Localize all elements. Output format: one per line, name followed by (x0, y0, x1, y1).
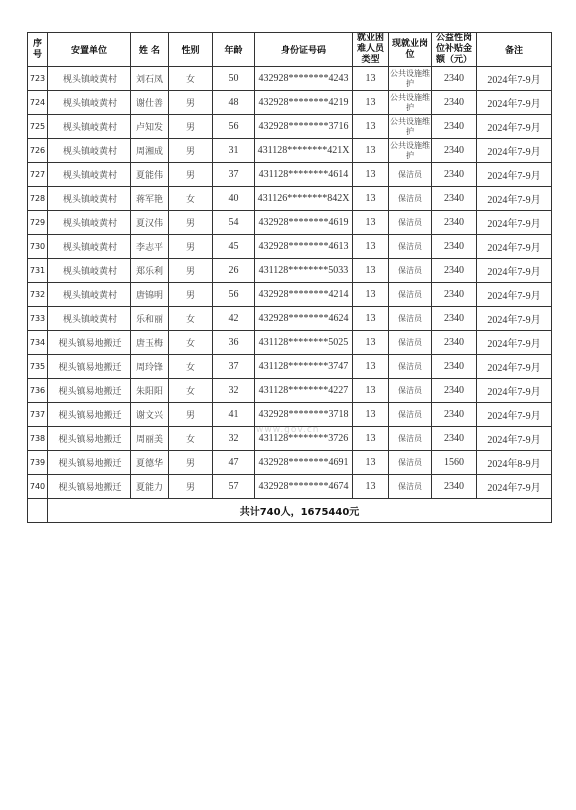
cell-post: 保洁员 (389, 475, 432, 499)
cell-seq: 730 (28, 235, 48, 259)
table-row (28, 115, 552, 139)
cell-post: 保洁员 (389, 331, 432, 355)
cell-subsidy: 2340 (432, 115, 477, 139)
cell-seq: 723 (28, 67, 48, 91)
watermark: www.gov.cn (256, 425, 320, 435)
cell-post: 公共设施维护 (389, 139, 432, 163)
cell-unit: 枧头镇易地搬迁 (48, 475, 131, 499)
table-row (28, 403, 552, 427)
header-age: 年龄 (213, 33, 255, 67)
cell-type: 13 (353, 139, 389, 163)
cell-id: 431128********421X (255, 139, 353, 163)
cell-seq: 725 (28, 115, 48, 139)
cell-name: 夏能力 (131, 475, 169, 499)
cell-type: 13 (353, 379, 389, 403)
cell-age: 37 (213, 355, 255, 379)
cell-unit: 枧头镇岐黄村 (48, 307, 131, 331)
cell-note: 2024年7-9月 (477, 163, 552, 187)
cell-note: 2024年7-9月 (477, 307, 552, 331)
cell-subsidy: 2340 (432, 427, 477, 451)
cell-subsidy: 2340 (432, 187, 477, 211)
cell-subsidy: 2340 (432, 235, 477, 259)
cell-name: 蒋军艳 (131, 187, 169, 211)
cell-post: 保洁员 (389, 451, 432, 475)
cell-unit: 枧头镇易地搬迁 (48, 355, 131, 379)
cell-age: 41 (213, 403, 255, 427)
cell-age: 56 (213, 283, 255, 307)
cell-subsidy: 2340 (432, 91, 477, 115)
cell-name: 夏汉伟 (131, 211, 169, 235)
cell-gender: 女 (169, 379, 213, 403)
cell-post: 公共设施维护 (389, 115, 432, 139)
cell-id: 432928********3716 (255, 115, 353, 139)
cell-gender: 男 (169, 283, 213, 307)
table-row (28, 355, 552, 379)
cell-seq: 736 (28, 379, 48, 403)
table-row (28, 211, 552, 235)
cell-unit: 枧头镇岐黄村 (48, 211, 131, 235)
cell-id: 432928********4624 (255, 307, 353, 331)
table-row (28, 91, 552, 115)
cell-gender: 女 (169, 355, 213, 379)
cell-name: 李志平 (131, 235, 169, 259)
cell-subsidy: 2340 (432, 283, 477, 307)
cell-name: 刘石凤 (131, 67, 169, 91)
cell-seq: 738 (28, 427, 48, 451)
cell-subsidy: 2340 (432, 403, 477, 427)
cell-name: 唐锦明 (131, 283, 169, 307)
table-row (28, 187, 552, 211)
cell-name: 唐玉梅 (131, 331, 169, 355)
cell-subsidy: 2340 (432, 331, 477, 355)
cell-type: 13 (353, 187, 389, 211)
cell-type: 13 (353, 355, 389, 379)
cell-age: 54 (213, 211, 255, 235)
cell-unit: 枧头镇岐黄村 (48, 283, 131, 307)
cell-unit: 枧头镇岐黄村 (48, 187, 131, 211)
cell-post: 保洁员 (389, 427, 432, 451)
cell-note: 2024年7-9月 (477, 211, 552, 235)
cell-type: 13 (353, 115, 389, 139)
cell-type: 13 (353, 307, 389, 331)
cell-age: 48 (213, 91, 255, 115)
cell-note: 2024年7-9月 (477, 259, 552, 283)
cell-age: 32 (213, 379, 255, 403)
cell-note: 2024年7-9月 (477, 355, 552, 379)
header-subsidy: 公益性岗位补贴金额（元） (432, 33, 477, 67)
cell-seq: 735 (28, 355, 48, 379)
cell-note: 2024年7-9月 (477, 283, 552, 307)
cell-unit: 枧头镇岐黄村 (48, 67, 131, 91)
table-row (28, 235, 552, 259)
header-unit: 安置单位 (48, 33, 131, 67)
cell-age: 50 (213, 67, 255, 91)
cell-gender: 女 (169, 307, 213, 331)
cell-gender: 男 (169, 163, 213, 187)
cell-age: 42 (213, 307, 255, 331)
cell-post: 保洁员 (389, 211, 432, 235)
cell-subsidy: 2340 (432, 139, 477, 163)
cell-gender: 男 (169, 259, 213, 283)
cell-unit: 枧头镇岐黄村 (48, 115, 131, 139)
cell-gender: 男 (169, 475, 213, 499)
table-row (28, 379, 552, 403)
cell-unit: 枧头镇岐黄村 (48, 259, 131, 283)
table-header-row (28, 33, 552, 67)
cell-unit: 枧头镇岐黄村 (48, 163, 131, 187)
total-summary: 共计740人，1675440元 (48, 499, 552, 523)
cell-post: 保洁员 (389, 235, 432, 259)
cell-name: 朱阳阳 (131, 379, 169, 403)
cell-unit: 枧头镇岐黄村 (48, 139, 131, 163)
cell-id: 432928********4691 (255, 451, 353, 475)
table-row (28, 163, 552, 187)
total-row (28, 499, 552, 523)
cell-type: 13 (353, 475, 389, 499)
header-id: 身份证号码 (255, 33, 353, 67)
table-row (28, 451, 552, 475)
cell-type: 13 (353, 235, 389, 259)
cell-gender: 男 (169, 91, 213, 115)
cell-name: 郑乐利 (131, 259, 169, 283)
cell-subsidy: 2340 (432, 355, 477, 379)
cell-type: 13 (353, 403, 389, 427)
cell-note: 2024年7-9月 (477, 235, 552, 259)
table-row (28, 283, 552, 307)
cell-type: 13 (353, 259, 389, 283)
header-post: 现就业岗位 (389, 33, 432, 67)
cell-subsidy: 2340 (432, 163, 477, 187)
cell-age: 47 (213, 451, 255, 475)
cell-type: 13 (353, 211, 389, 235)
cell-note: 2024年7-9月 (477, 379, 552, 403)
cell-id: 432928********4613 (255, 235, 353, 259)
cell-gender: 男 (169, 139, 213, 163)
header-note: 备注 (477, 33, 552, 67)
cell-seq: 729 (28, 211, 48, 235)
cell-subsidy: 2340 (432, 259, 477, 283)
subsidy-roster-table (27, 32, 552, 523)
cell-note: 2024年7-9月 (477, 475, 552, 499)
cell-subsidy: 2340 (432, 307, 477, 331)
cell-gender: 男 (169, 451, 213, 475)
cell-note: 2024年7-9月 (477, 331, 552, 355)
cell-gender: 女 (169, 67, 213, 91)
cell-id: 431128********3726 (255, 427, 353, 451)
cell-gender: 男 (169, 211, 213, 235)
cell-note: 2024年7-9月 (477, 139, 552, 163)
table-row (28, 139, 552, 163)
cell-post: 保洁员 (389, 163, 432, 187)
cell-id: 432928********4243 (255, 67, 353, 91)
cell-seq: 733 (28, 307, 48, 331)
cell-age: 31 (213, 139, 255, 163)
cell-age: 32 (213, 427, 255, 451)
table-row (28, 475, 552, 499)
cell-post: 保洁员 (389, 187, 432, 211)
header-gender: 性别 (169, 33, 213, 67)
cell-seq: 727 (28, 163, 48, 187)
cell-age: 45 (213, 235, 255, 259)
cell-note: 2024年7-9月 (477, 427, 552, 451)
cell-seq: 732 (28, 283, 48, 307)
cell-subsidy: 2340 (432, 475, 477, 499)
cell-id: 431128********3747 (255, 355, 353, 379)
cell-note: 2024年7-9月 (477, 67, 552, 91)
cell-name: 谢文兴 (131, 403, 169, 427)
cell-seq: 740 (28, 475, 48, 499)
table-row (28, 67, 552, 91)
cell-note: 2024年7-9月 (477, 403, 552, 427)
cell-seq: 726 (28, 139, 48, 163)
cell-post: 保洁员 (389, 283, 432, 307)
cell-note: 2024年7-9月 (477, 115, 552, 139)
cell-id: 432928********4214 (255, 283, 353, 307)
cell-id: 432928********4619 (255, 211, 353, 235)
cell-name: 乐和丽 (131, 307, 169, 331)
header-seq: 序 号 (28, 33, 48, 67)
cell-gender: 女 (169, 427, 213, 451)
cell-post: 公共设施维护 (389, 91, 432, 115)
cell-unit: 枧头镇易地搬迁 (48, 331, 131, 355)
cell-id: 431128********5025 (255, 331, 353, 355)
cell-note: 2024年8-9月 (477, 451, 552, 475)
cell-seq: 737 (28, 403, 48, 427)
cell-gender: 女 (169, 331, 213, 355)
cell-subsidy: 2340 (432, 67, 477, 91)
cell-seq: 731 (28, 259, 48, 283)
cell-age: 36 (213, 331, 255, 355)
cell-type: 13 (353, 331, 389, 355)
cell-type: 13 (353, 427, 389, 451)
cell-gender: 男 (169, 235, 213, 259)
cell-age: 40 (213, 187, 255, 211)
cell-name: 夏德华 (131, 451, 169, 475)
cell-name: 周湘成 (131, 139, 169, 163)
cell-name: 夏能伟 (131, 163, 169, 187)
cell-gender: 女 (169, 187, 213, 211)
cell-unit: 枧头镇易地搬迁 (48, 451, 131, 475)
cell-unit: 枧头镇易地搬迁 (48, 379, 131, 403)
cell-age: 26 (213, 259, 255, 283)
cell-post: 保洁员 (389, 355, 432, 379)
cell-post: 公共设施维护 (389, 67, 432, 91)
cell-post: 保洁员 (389, 403, 432, 427)
cell-subsidy: 1560 (432, 451, 477, 475)
cell-name: 卢知发 (131, 115, 169, 139)
cell-note: 2024年7-9月 (477, 187, 552, 211)
cell-id: 431128********4227 (255, 379, 353, 403)
table-row (28, 331, 552, 355)
cell-seq: 728 (28, 187, 48, 211)
total-blank-cell (28, 499, 48, 523)
header-name: 姓 名 (131, 33, 169, 67)
cell-unit: 枧头镇易地搬迁 (48, 403, 131, 427)
cell-unit: 枧头镇岐黄村 (48, 235, 131, 259)
cell-name: 谢仕善 (131, 91, 169, 115)
cell-id: 431126********842X (255, 187, 353, 211)
cell-seq: 739 (28, 451, 48, 475)
cell-note: 2024年7-9月 (477, 91, 552, 115)
cell-post: 保洁员 (389, 379, 432, 403)
cell-post: 保洁员 (389, 307, 432, 331)
cell-age: 56 (213, 115, 255, 139)
cell-subsidy: 2340 (432, 211, 477, 235)
cell-gender: 男 (169, 115, 213, 139)
cell-unit: 枧头镇易地搬迁 (48, 427, 131, 451)
cell-id: 432928********3718 (255, 403, 353, 427)
cell-unit: 枧头镇岐黄村 (48, 91, 131, 115)
cell-name: 周玲锋 (131, 355, 169, 379)
table-row (28, 307, 552, 331)
cell-type: 13 (353, 451, 389, 475)
cell-id: 432928********4219 (255, 91, 353, 115)
cell-type: 13 (353, 163, 389, 187)
header-type: 就业困难人员类型 (353, 33, 389, 67)
cell-id: 431128********5033 (255, 259, 353, 283)
cell-age: 57 (213, 475, 255, 499)
cell-post: 保洁员 (389, 259, 432, 283)
cell-type: 13 (353, 283, 389, 307)
cell-age: 37 (213, 163, 255, 187)
cell-type: 13 (353, 91, 389, 115)
cell-subsidy: 2340 (432, 379, 477, 403)
cell-gender: 男 (169, 403, 213, 427)
cell-seq: 724 (28, 91, 48, 115)
cell-name: 周丽美 (131, 427, 169, 451)
table-row (28, 259, 552, 283)
cell-id: 432928********4674 (255, 475, 353, 499)
cell-seq: 734 (28, 331, 48, 355)
cell-id: 431128********4614 (255, 163, 353, 187)
cell-type: 13 (353, 67, 389, 91)
